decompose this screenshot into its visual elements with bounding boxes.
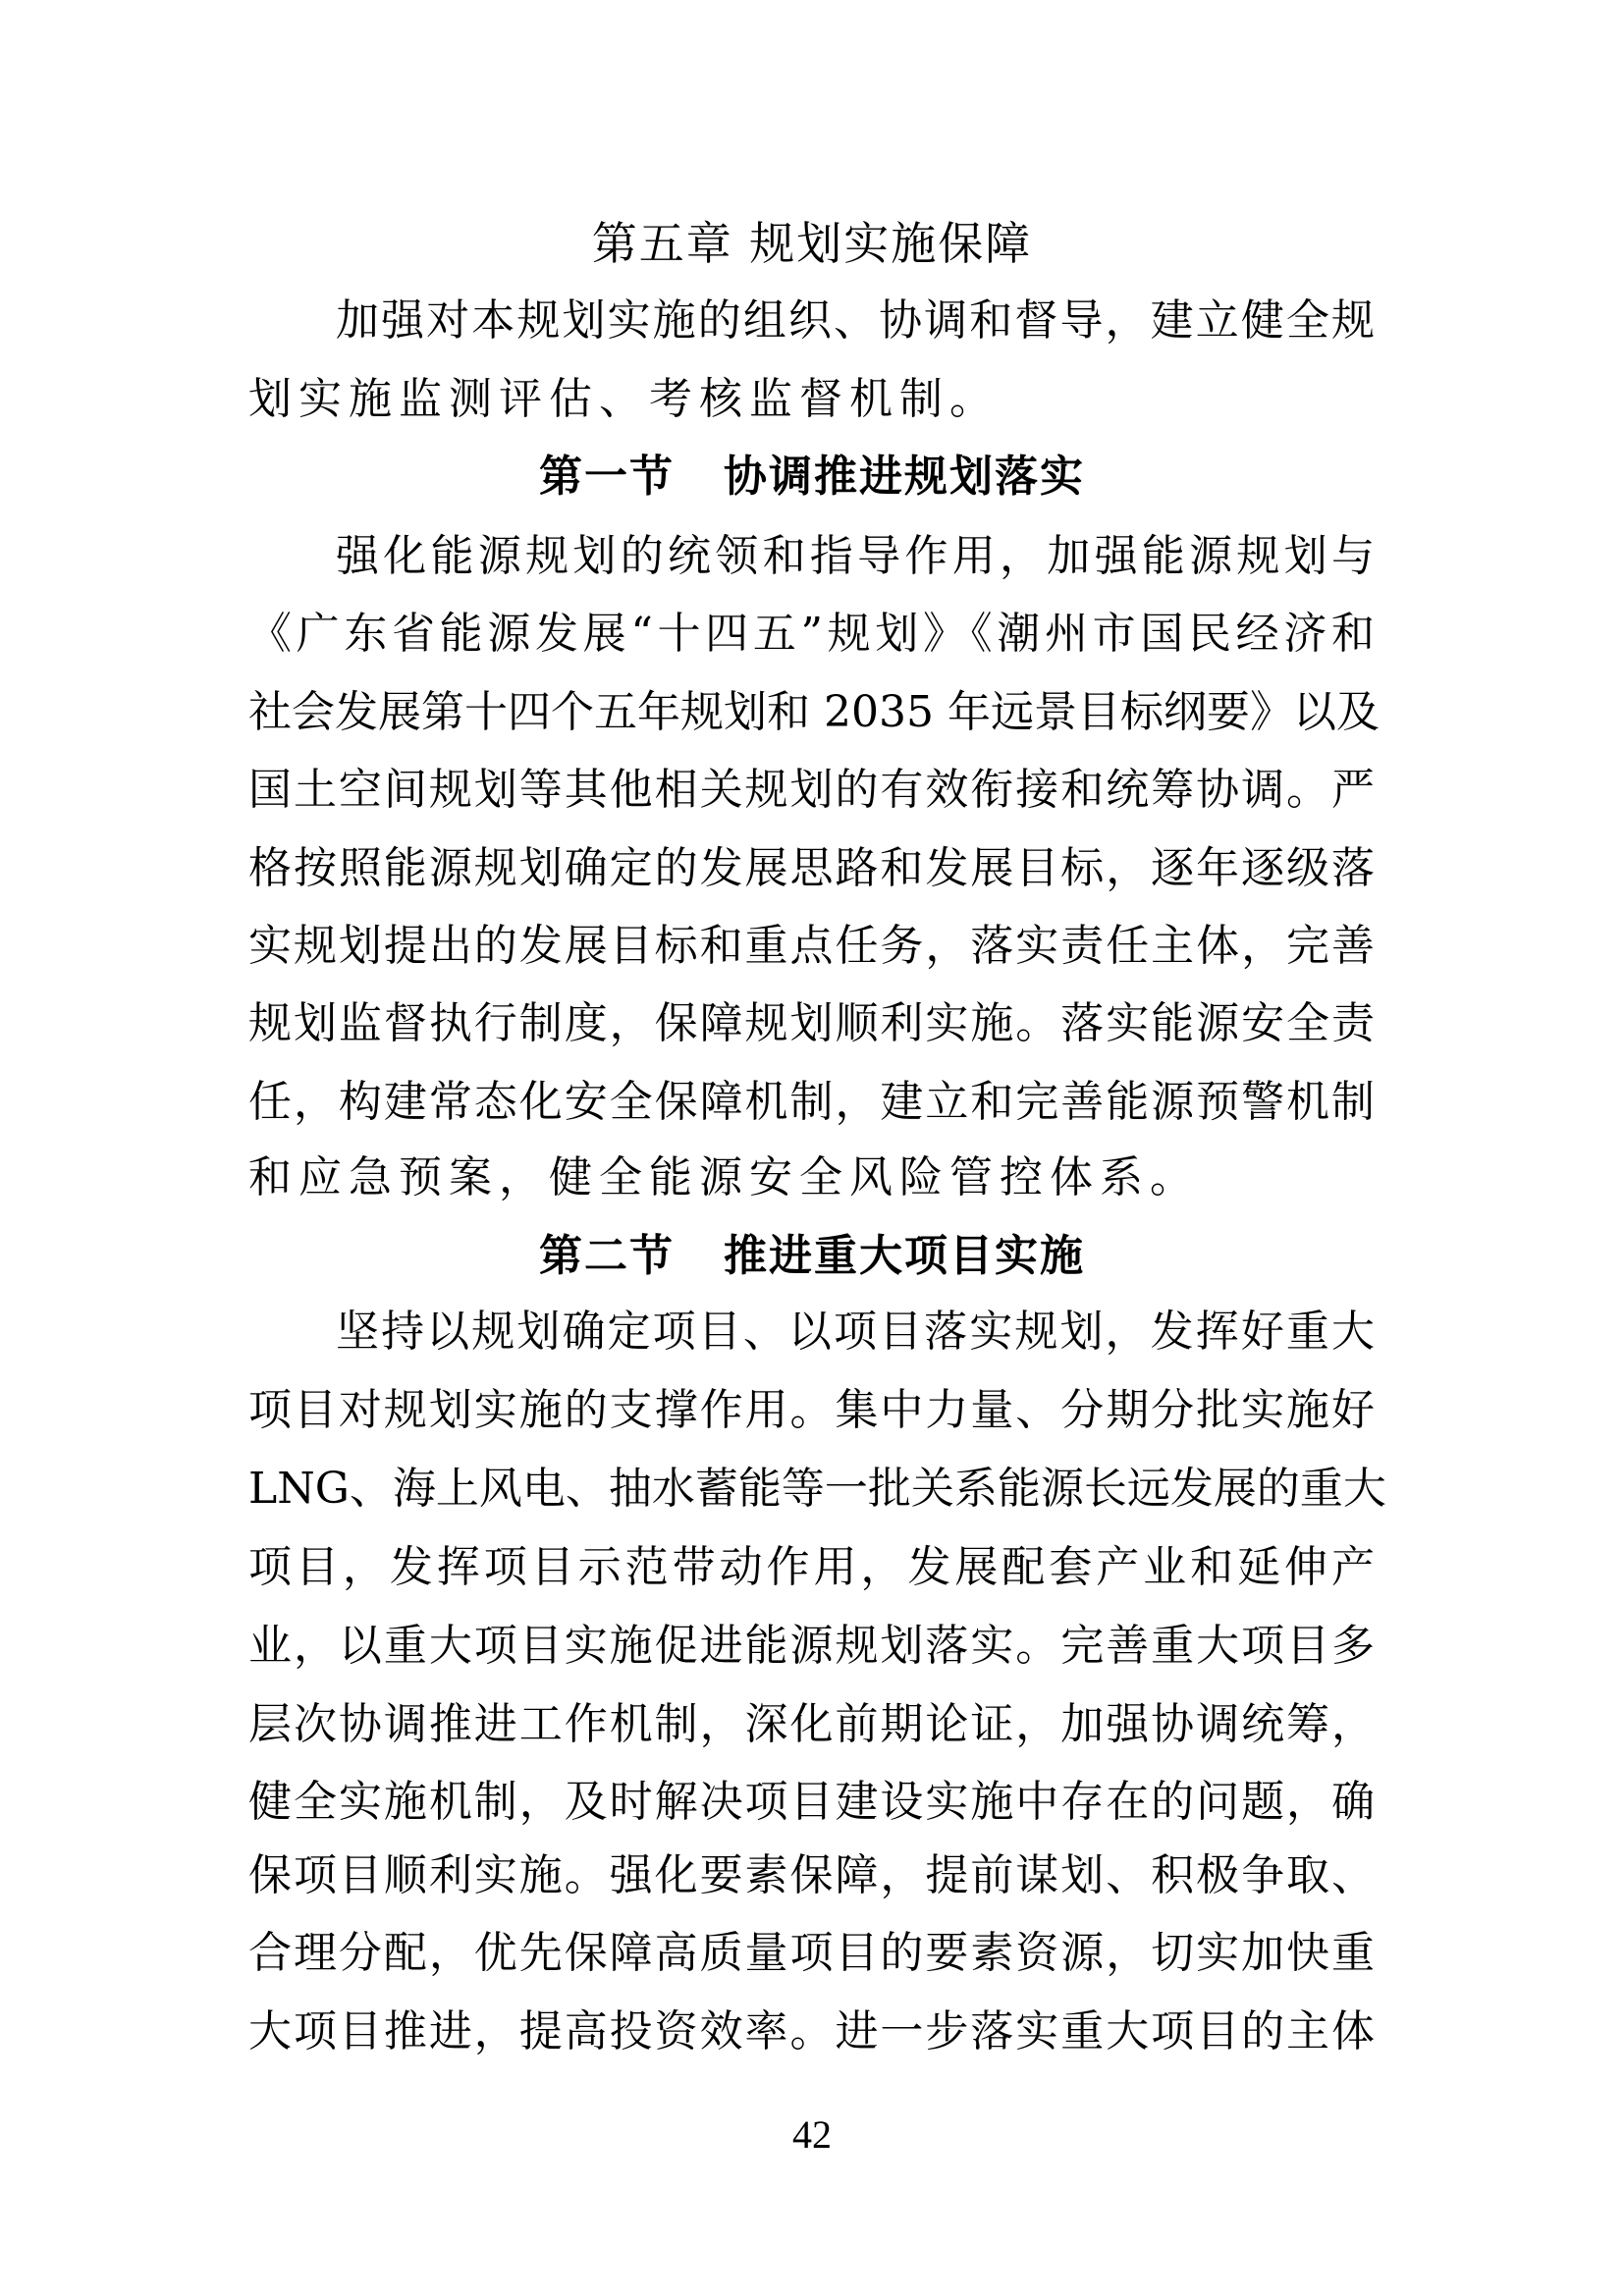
paragraph-line: LNG、海上风电、抽水蓄能等一批关系能源长远发展的重大 (248, 1464, 1386, 1514)
section-number: 第一节 (539, 452, 675, 502)
paragraph-line: 保项目顺利实施。强化要素保障，提前谋划、积极争取、 (248, 1850, 1375, 1900)
paragraph-line: 合理分配，优先保障高质量项目的要素资源，切实加快重 (248, 1928, 1375, 1978)
paragraph-line: 国土空间规划等其他相关规划的有效衔接和统筹协调。严 (248, 765, 1375, 815)
paragraph-line: 和应急预案，健全能源安全风险管控体系。 (248, 1152, 1200, 1202)
paragraph-line: 业，以重大项目实施促进能源规划落实。完善重大项目多 (248, 1621, 1375, 1671)
section-heading-1 (0, 448, 1624, 507)
section-number: 第二节 (539, 1231, 675, 1281)
paragraph-line: 划实施监测评估、考核监督机制。 (248, 374, 1000, 424)
paragraph-line: 社会发展第十四个五年规划和 2035 年远景目标纲要》以及 (248, 687, 1380, 737)
section-title-text: 推进重大项目实施 (724, 1231, 1085, 1281)
paragraph-line: 项目，发挥项目示范带动作用，发展配套产业和延伸产 (248, 1542, 1375, 1592)
chapter-title: 第五章 规划实施保障 (591, 217, 1033, 270)
paragraph-line: 规划监督执行制度，保障规划顺利实施。落实能源安全责 (248, 998, 1375, 1048)
section-heading-2 (0, 1227, 1624, 1286)
paragraph-line: 强化能源规划的统领和指导作用，加强能源规划与 (336, 531, 1375, 581)
section-title-text: 协调推进规划落实 (724, 452, 1085, 502)
paragraph-line: 实规划提出的发展目标和重点任务，落实责任主体，完善 (248, 921, 1375, 971)
paragraph-line: 《广东省能源发展“十四五”规划》《潮州市国民经济和 (248, 609, 1375, 659)
paragraph-line: 坚持以规划确定项目、以项目落实规划，发挥好重大 (336, 1307, 1375, 1357)
paragraph-line: 项目对规划实施的支撑作用。集中力量、分期分批实施好 (248, 1385, 1375, 1435)
paragraph-line: 加强对本规划实施的组织、协调和督导，建立健全规 (336, 295, 1375, 346)
page-number: 42 (792, 2112, 832, 2157)
paragraph-line: 层次协调推进工作机制，深化前期论证，加强协调统筹， (248, 1699, 1375, 1749)
paragraph-line: 健全实施机制，及时解决项目建设实施中存在的问题，确 (248, 1777, 1375, 1827)
paragraph-line: 大项目推进，提高投资效率。进一步落实重大项目的主体 (248, 2006, 1375, 2056)
paragraph-line: 格按照能源规划确定的发展思路和发展目标，逐年逐级落 (248, 843, 1375, 893)
paragraph-line: 任，构建常态化安全保障机制，建立和完善能源预警机制 (248, 1077, 1375, 1127)
